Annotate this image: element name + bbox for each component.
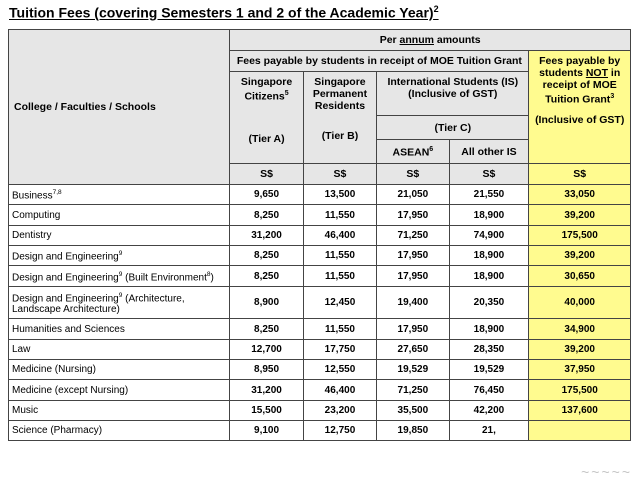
fee-cell: 21,550	[449, 185, 529, 205]
table-row	[9, 287, 631, 319]
fee-cell: 9,650	[230, 185, 303, 205]
fee-cell: 17,950	[377, 205, 449, 226]
column-header-international: International Students (IS) (Inclusive of GST)	[377, 72, 529, 116]
column-header-spr: Singapore Permanent Residents (Tier B)	[303, 72, 376, 164]
fee-cell: 175,500	[529, 226, 631, 246]
table-row	[9, 380, 631, 401]
fee-cell: 19,400	[377, 287, 449, 319]
currency-other-is: S$	[449, 164, 529, 185]
fee-cell: 76,450	[449, 380, 529, 401]
moe-grant-header: Fees payable by students in receipt of MOE Tuition Grant	[230, 51, 529, 72]
fee-cell: 19,850	[377, 421, 449, 441]
fee-cell: 42,200	[449, 401, 529, 421]
column-header-other-is: All other IS	[449, 140, 529, 164]
currency-not-moe: S$	[529, 164, 631, 185]
fee-cell: 12,550	[303, 360, 376, 380]
fee-cell: 35,500	[377, 401, 449, 421]
college-name-cell: Design and Engineering$^9$	[9, 246, 230, 266]
fee-cell: 8,250	[230, 266, 303, 287]
fee-cell: 18,900	[449, 205, 529, 226]
fee-cell: 8,250	[230, 205, 303, 226]
currency-asean: S$	[377, 164, 449, 185]
fee-cell: 17,950	[377, 319, 449, 340]
fee-cell: 11,550	[303, 205, 376, 226]
fee-cell: 12,750	[303, 421, 376, 441]
fee-cell: 11,550	[303, 266, 376, 287]
currency-sc: S$	[230, 164, 303, 185]
college-name-cell: Medicine (Nursing)	[9, 360, 230, 380]
college-name-cell: Design and Engineering$^9$ (Architecture, Landscape Architecture)	[9, 287, 230, 319]
table-row	[9, 185, 631, 205]
column-header-sc: Singapore Citizens$^5$ (Tier A)	[230, 72, 303, 164]
table-row	[9, 205, 631, 226]
fee-cell	[529, 421, 631, 441]
column-header-college: College / Faculties / Schools	[9, 30, 230, 185]
fee-cell: 8,250	[230, 246, 303, 266]
page-title: Tuition Fees (covering Semesters 1 and 2 of the Academic Year)$^2$	[9, 4, 439, 21]
table-row	[9, 226, 631, 246]
fee-cell: 23,200	[303, 401, 376, 421]
fee-cell: 37,950	[529, 360, 631, 380]
fee-cell: 137,600	[529, 401, 631, 421]
fee-cell: 31,200	[230, 226, 303, 246]
fee-cell: 12,700	[230, 340, 303, 360]
fee-cell: 9,100	[230, 421, 303, 441]
fee-cell: 33,050	[529, 185, 631, 205]
college-name-cell: Design and Engineering$^9$ (Built Environment$^8$)	[9, 266, 230, 287]
fee-cell: 30,650	[529, 266, 631, 287]
fee-cell: 20,350	[449, 287, 529, 319]
college-name-cell: Science (Pharmacy)	[9, 421, 230, 441]
table-row	[9, 266, 631, 287]
fee-cell: 21,	[449, 421, 529, 441]
fee-cell: 21,050	[377, 185, 449, 205]
table-row	[9, 340, 631, 360]
per-annum-header: Per annum amounts	[230, 30, 631, 51]
fee-cell: 40,000	[529, 287, 631, 319]
fee-cell: 175,500	[529, 380, 631, 401]
fee-cell: 74,900	[449, 226, 529, 246]
table-row	[9, 360, 631, 380]
fee-cell: 39,200	[529, 205, 631, 226]
table-row	[9, 246, 631, 266]
fee-cell: 34,900	[529, 319, 631, 340]
fee-cell: 71,250	[377, 380, 449, 401]
fee-cell: 13,500	[303, 185, 376, 205]
college-name-cell: Law	[9, 340, 230, 360]
fee-cell: 8,950	[230, 360, 303, 380]
fee-cell: 39,200	[529, 340, 631, 360]
fee-cell: 46,400	[303, 226, 376, 246]
fee-cell: 17,950	[377, 266, 449, 287]
tuition-fees-table	[8, 29, 631, 441]
fee-cell: 11,550	[303, 246, 376, 266]
fee-cell: 17,750	[303, 340, 376, 360]
column-header-asean: ASEAN$^6$	[377, 140, 449, 164]
fee-cell: 71,250	[377, 226, 449, 246]
fee-cell: 18,900	[449, 246, 529, 266]
college-name-cell: Music	[9, 401, 230, 421]
fee-cell: 8,250	[230, 319, 303, 340]
fee-cell: 15,500	[230, 401, 303, 421]
watermark: ~~~~~	[581, 464, 632, 480]
column-header-not-moe: Fees payable by students NOT in receipt of MOE Tuition Grant$^3$ (Inclusive of GST)	[529, 51, 631, 164]
college-name-cell: Humanities and Sciences	[9, 319, 230, 340]
college-name-cell: Business$^{7,8}$	[9, 185, 230, 205]
fee-cell: 27,650	[377, 340, 449, 360]
table-row	[9, 421, 631, 441]
fee-cell: 17,950	[377, 246, 449, 266]
currency-spr: S$	[303, 164, 376, 185]
tier-c-label: (Tier C)	[377, 116, 529, 140]
fee-cell: 18,900	[449, 266, 529, 287]
fee-cell: 39,200	[529, 246, 631, 266]
fee-cell: 12,450	[303, 287, 376, 319]
fee-cell: 18,900	[449, 319, 529, 340]
table-row	[9, 319, 631, 340]
college-name-cell: Medicine (except Nursing)	[9, 380, 230, 401]
fee-cell: 19,529	[449, 360, 529, 380]
fee-cell: 46,400	[303, 380, 376, 401]
college-name-cell: Dentistry	[9, 226, 230, 246]
fee-cell: 31,200	[230, 380, 303, 401]
table-row	[9, 401, 631, 421]
college-name-cell: Computing	[9, 205, 230, 226]
fee-cell: 28,350	[449, 340, 529, 360]
fee-cell: 8,900	[230, 287, 303, 319]
fee-cell: 19,529	[377, 360, 449, 380]
fee-cell: 11,550	[303, 319, 376, 340]
